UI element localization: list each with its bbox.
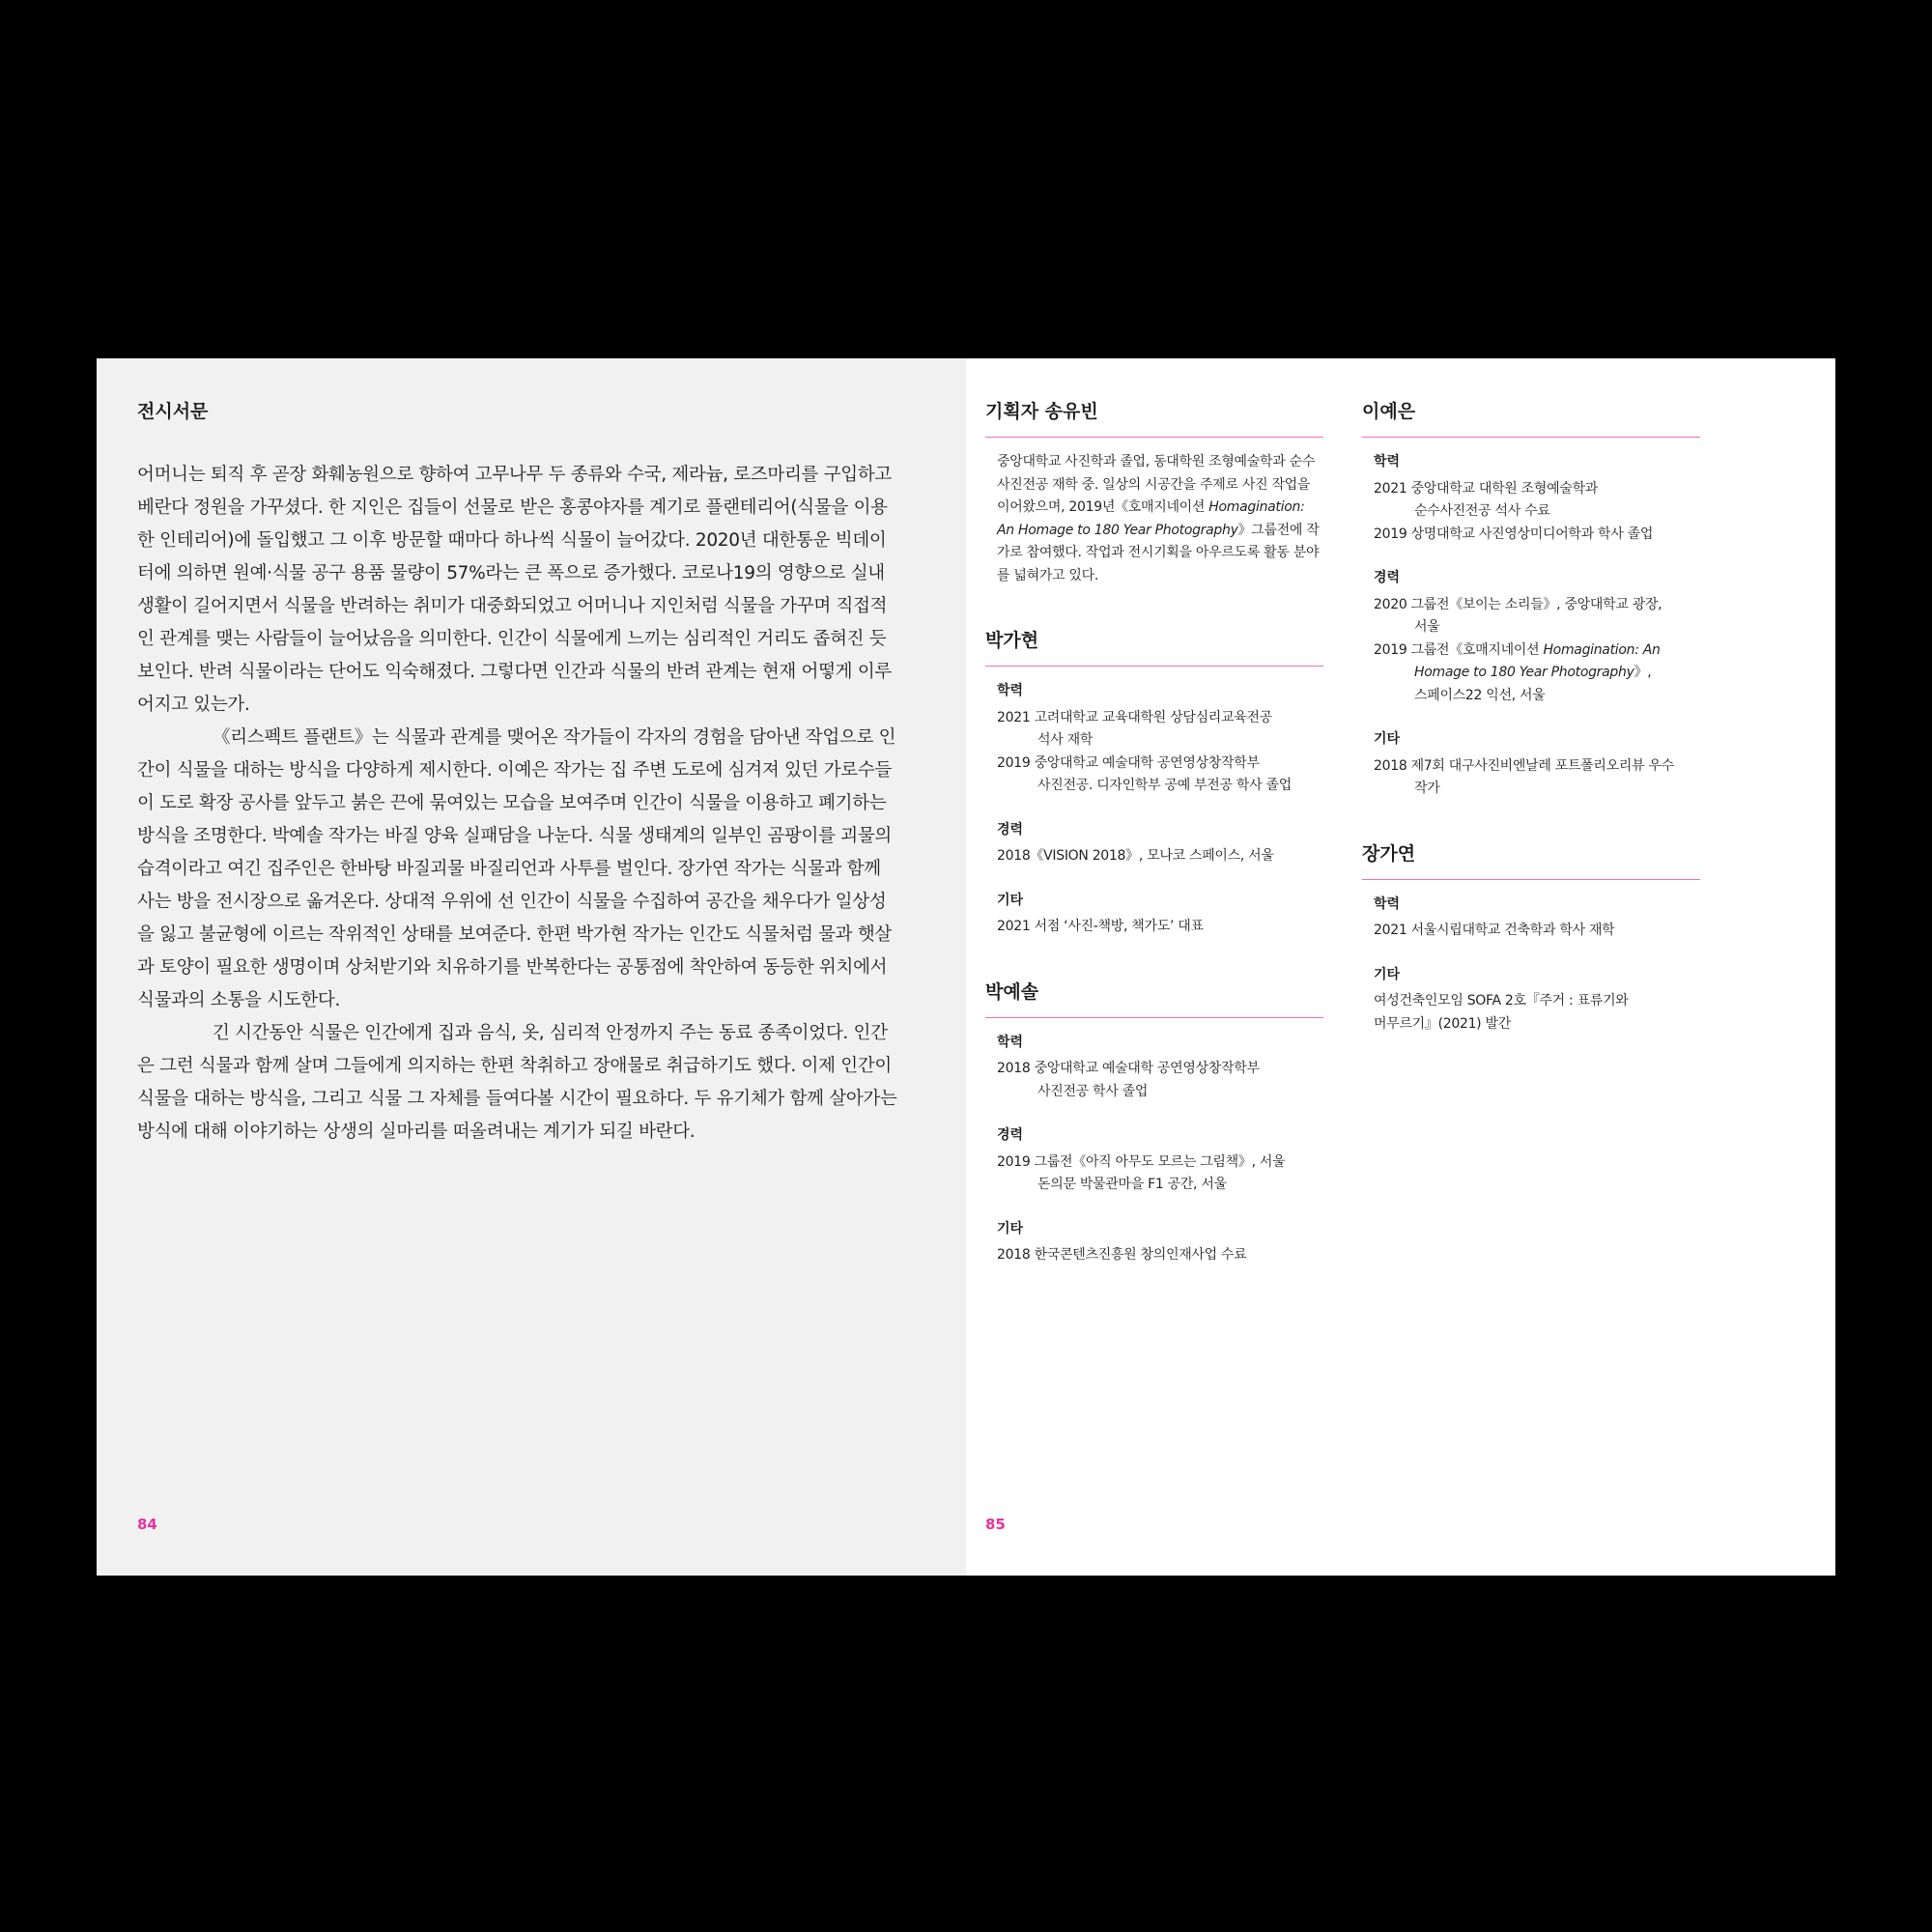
career-section [985,1124,1323,1197]
entry-text: 서울 [1414,619,1440,635]
artist-bio-jang-gayeon [1362,839,1700,1037]
section-title: 경력 [997,821,1024,838]
desc-text: 중앙대학교 사진학과 졸업, 동대학원 조형예술학과 순수사진전공 재학 중. 일상의 시공간을 주제로 사진 작업을 이어왔으며, 2019년《호매지네이션 [997,454,1316,515]
section-title: 기타 [997,1220,1024,1236]
page-number-left: 84 [137,1516,157,1533]
section-title: 학력 [997,683,1024,698]
entry-text: 스페이스22 익선, 서울 [1414,687,1546,703]
right-page [966,358,1835,1576]
person-name: 박가현 [985,626,1323,667]
artist-bio-park-yesol [985,978,1323,1267]
section-title: 경력 [997,1127,1024,1143]
education-section [985,1032,1323,1104]
curator-bio [985,397,1323,587]
essay-title: 전시서문 [137,401,209,422]
entry-text: 사진전공 학사 졸업 [1037,1083,1149,1099]
entry [1374,755,1700,801]
bio-column-2 [1362,397,1700,1074]
entry: 2021 서점 ‘사진-책방, 책가도’ 대표 [997,919,1204,934]
entry-continuation [1374,662,1700,685]
education-section [1362,894,1700,943]
career-section [985,819,1323,868]
section-title: 학력 [1374,895,1401,912]
page-number-right: 85 [985,1516,1006,1533]
etc-section [1362,728,1700,801]
entry: 2021 서울시립대학교 건축학과 학사 재학 [1374,923,1615,938]
desc-italic-title: Homagination: An Homage to 180 Year Photography [997,499,1305,538]
entry [1374,594,1700,639]
career-section [1362,567,1700,707]
etc-section [1362,964,1700,1037]
entry-italic-title: Homagination: An [1543,641,1661,658]
entry-text: 2021 중앙대학교 대학원 조형예술학과 [1374,480,1599,497]
essay-paragraph: 어머니는 퇴직 후 곧장 화훼농원으로 향하여 고무나무 두 종류와 수국, 제라늄, 로즈마리를 구입하고 베란다 정원을 가꾸셨다. 한 지인은 집들이 선물로 받은 홍콩야자를 계기로 플랜테리어(식물을 이용한 인테리어)에 돌입했고 그 이후 방문할 때마다 하나씩 식물이 늘어갔다. 2020년 대한통운 빅데이터에 의하면 원예·식물 공구 용품 물량이 57%라는 큰 폭으로 증가했다. 코로나19의 영향으로 실내생활이 길어지면서 식물을 반려하는 취미가 대중화되었고 어머니나 지인처럼 식물을 가꾸며 직접적인 관계를 맺는 사람들이 늘어났음을 의미한다. 인간이 식물에게 느끼는 심리적인 거리도 좁혀진 듯 보인다. 반려 식물이라는 단어도 익숙해졌다. 그렇다면 인간과 식물의 반려 관계는 현재 어떻게 이루어지고 있는가. [137,465,892,715]
entry: 2018《VISION 2018》, 모나코 스페이스, 서울 [997,848,1274,864]
etc-section [985,890,1323,939]
section-title: 기타 [997,892,1024,908]
left-page [97,358,966,1576]
entry [997,1058,1323,1103]
artist-bio-park-gahyun [985,626,1323,939]
entry-italic-title: Homage to 180 Year Photography [1414,665,1634,680]
person-name: 이예은 [1362,397,1700,438]
person-name: 장가연 [1362,839,1700,880]
person-description [985,451,1323,587]
entry-text: 석사 재학 [1037,732,1094,748]
person-name: 박예솔 [985,978,1323,1018]
entry [997,1151,1323,1197]
entry: 2018 한국콘텐츠진흥원 창의인재사업 수료 [997,1247,1247,1263]
entry [1374,478,1700,524]
section-title: 경력 [1374,570,1401,585]
essay-paragraph: 긴 시간동안 식물은 인간에게 집과 음식, 옷, 심리적 안정까지 주는 동료 종족이었다. 인간은 그런 식물과 함께 살며 그들에게 의지하는 한편 착취하고 장애물로 취급하기도 했다. 이제 인간이 식물을 대하는 방식을, 그리고 식물 그 자체를 들여다볼 시간이 필요하다. 두 유기체가 함께 살아가는 방식에 대해 이야기하는 상생의 실마리를 떠올려내는 계기가 되길 바란다. [137,1023,897,1142]
section-title: 기타 [1374,731,1401,747]
book-spread [97,358,1835,1576]
person-name: 기획자 송유빈 [985,397,1323,438]
entry [997,753,1323,798]
section-title: 학력 [1374,454,1401,469]
entry-text: 2020 그룹전《보이는 소리들》, 중앙대학교 광장, [1374,596,1662,612]
entry-text: 사진전공. 디자인학부 공예 부전공 학사 졸업 [1037,778,1292,793]
entry: 여성건축인모임 SOFA 2호『주거 : 표류기와 머무르기』(2021) 발간 [1374,993,1629,1032]
entry-text: 2021 고려대학교 교육대학원 상담심리교육전공 [997,709,1272,725]
entry-text: 2018 제7회 대구사진비엔날레 포트폴리오리뷰 우수 [1374,757,1674,774]
essay-paragraph: 《리스펙트 플랜트》는 식물과 관계를 맺어온 작가들이 각자의 경험을 담아낸 작업으로 인간이 식물을 대하는 방식을 다양하게 제시한다. 이예은 작가는 집 주변 도로에 심겨져 있던 가로수들이 도로 확장 공사를 앞두고 붉은 끈에 묶여있는 모습을 보여주며 인간이 식물을 이용하고 폐기하는 방식을 조명한다. 박예솔 작가는 바질 양육 실패담을 나눈다. 식물 생태계의 일부인 곰팡이를 괴물의 습격이라고 여긴 집주인은 한바탕 바질괴물 바질리언과 사투를 벌인다. 장가연 작가는 식물과 함께 사는 방을 전시장으로 옮겨온다. 상대적 우위에 선 인간이 식물을 수집하여 공간을 채우다가 일상성을 잃고 불균형에 이르는 작위적인 상태를 보여준다. 한편 박가현 작가는 인간도 식물처럼 물과 햇살과 토양이 필요한 생명이며 상처받기와 치유하기를 반복한다는 공통점에 착안하여 동등한 위치에서 식물과의 소통을 시도한다. [137,727,896,1010]
entry-text: 2018 중앙대학교 예술대학 공연영상창작학부 [997,1061,1260,1076]
entry-text: 작가 [1414,781,1440,796]
entry-text: 순수사진전공 석사 수료 [1414,503,1550,519]
entry-text: 돈의문 박물관마을 F1 공간, 서울 [1037,1177,1227,1192]
entry-text: 2019 중앙대학교 예술대학 공연영상창작학부 [997,754,1260,771]
artist-bio-lee-yeeun [1362,397,1700,801]
essay-body [137,459,900,1149]
entry-text: 2019 그룹전《호매지네이션 [1374,641,1544,658]
section-title: 학력 [997,1034,1024,1050]
education-section [985,680,1323,798]
etc-section [985,1218,1323,1267]
education-section [1362,451,1700,546]
entry-text: 》, [1634,665,1652,680]
section-title: 기타 [1374,966,1401,982]
entry-text: 2019 그룹전《아직 아무도 모르는 그림책》, 서울 [997,1153,1286,1170]
entry [997,707,1323,753]
entry: 2019 상명대학교 사진영상미디어학과 학사 졸업 [1374,526,1654,542]
desc-text: 》그룹전에 작가로 참여했다. 작업과 전시기획을 아우르도록 활동 분야를 넓혀가고 있다. [997,522,1320,583]
entry [1374,639,1700,708]
bio-column-1 [985,397,1323,1306]
